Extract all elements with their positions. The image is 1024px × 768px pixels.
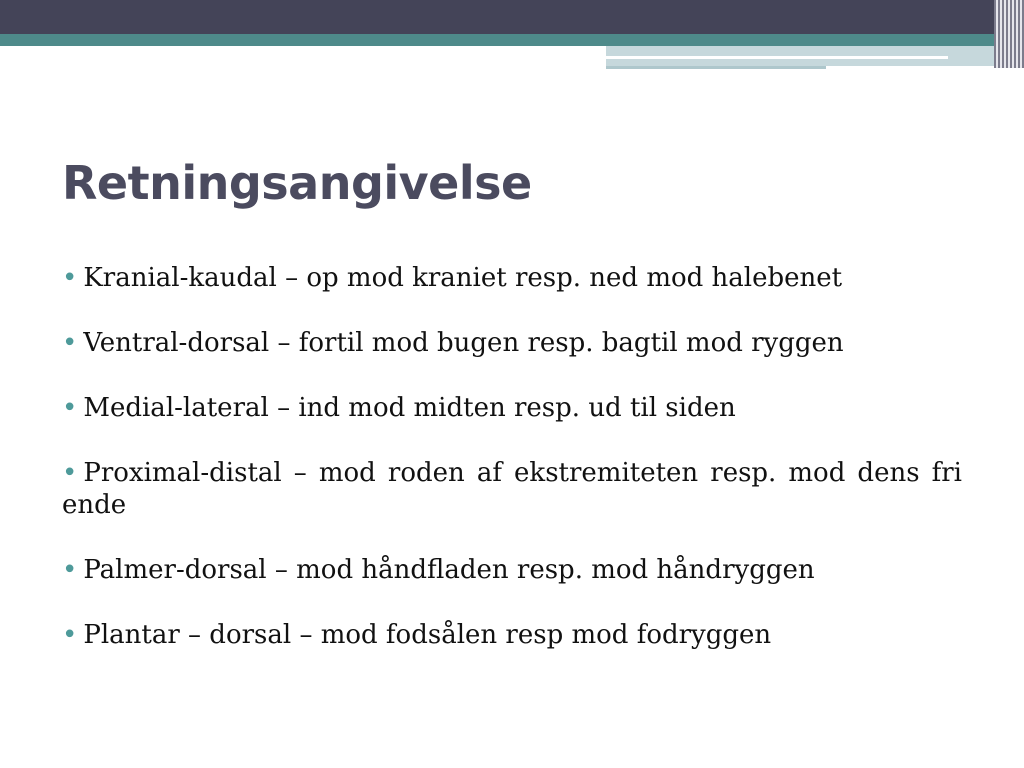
- bullet-dot-icon: •: [62, 328, 78, 358]
- bullet-dot-icon: •: [62, 458, 78, 488]
- bullet-text: Medial-lateral – ind mod midten resp. ud til siden: [83, 393, 736, 423]
- bullet-text: Ventral-dorsal – fortil mod bugen resp. bagtil mod ryggen: [83, 328, 844, 358]
- bullet-item: [62, 457, 962, 521]
- bullet-item: [62, 262, 962, 294]
- bullet-text: Kranial-kaudal – op mod kraniet resp. ned mod halebenet: [83, 263, 843, 293]
- bullet-text: Proximal-distal – mod roden af ekstremiteten resp. mod dens fri ende: [62, 458, 962, 520]
- bullet-item: [62, 327, 962, 359]
- bullet-dot-icon: •: [62, 555, 78, 585]
- header-white-line: [606, 56, 948, 59]
- bullet-text: Palmer-dorsal – mod håndfladen resp. mod håndryggen: [83, 555, 815, 585]
- header-dark-band: [0, 0, 1024, 34]
- bullet-dot-icon: •: [62, 620, 78, 650]
- bullet-item: [62, 392, 962, 424]
- bullet-text: Plantar – dorsal – mod fodsålen resp mod fodryggen: [83, 620, 772, 650]
- bullet-dot-icon: •: [62, 393, 78, 423]
- header-teal-band: [0, 34, 1024, 46]
- bullet-dot-icon: •: [62, 263, 78, 293]
- header-accent-line: [606, 66, 826, 69]
- bullet-item: [62, 619, 962, 651]
- bullet-list: [62, 262, 962, 684]
- header-stripes-decoration: [994, 0, 1024, 68]
- slide-title: Retningsangivelse: [62, 156, 532, 210]
- bullet-item: [62, 554, 962, 586]
